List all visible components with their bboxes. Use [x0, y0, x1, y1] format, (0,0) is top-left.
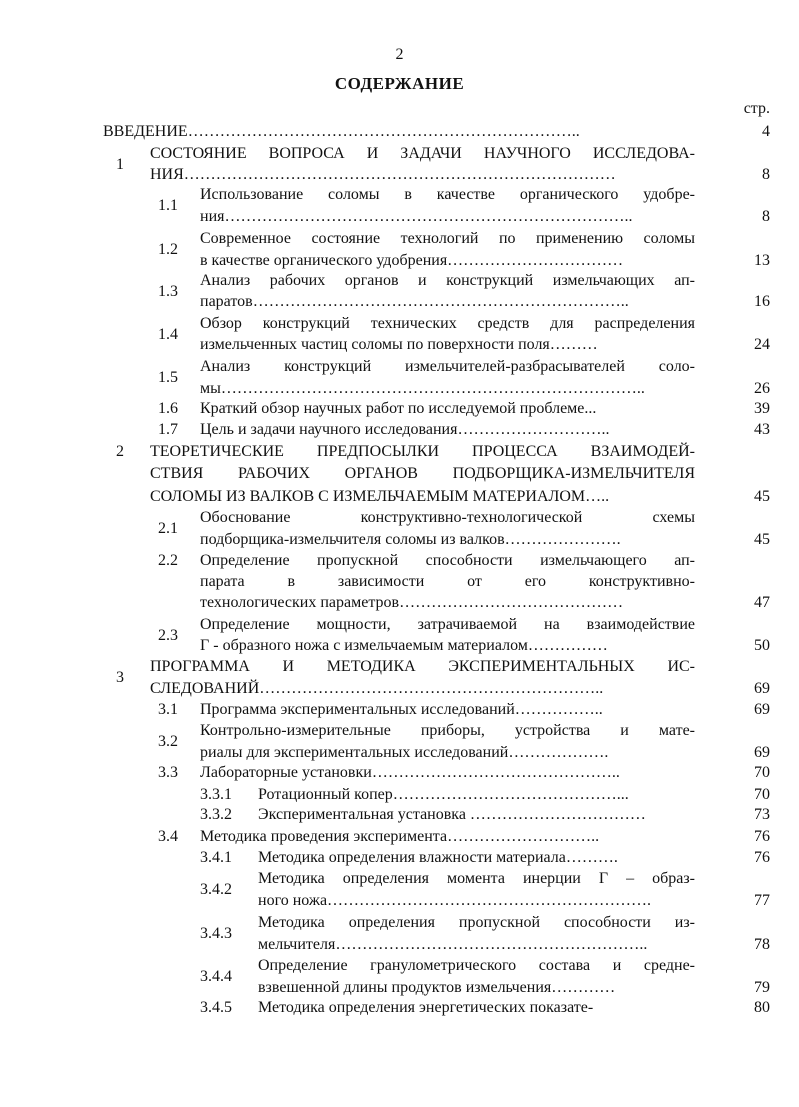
toc-entry-page: 69: [754, 701, 770, 718]
toc-entry-text: Г - образного ножа с измельчаемым материалом……………: [200, 637, 608, 654]
toc-entry-text: парата в зависимости от его конструктивно-: [200, 573, 695, 590]
toc-entry-text: Определение гранулометрического состава и средне-: [258, 957, 695, 974]
page-number: 2: [395, 46, 404, 63]
toc-entry-text: Определение мощности, затрачиваемой на взаимодействие: [200, 616, 695, 633]
toc-entry-page: 69: [754, 680, 770, 697]
toc-entry-page: 8: [762, 166, 770, 183]
toc-entry-text: Методика определения пропускной способности из-: [258, 914, 695, 931]
toc-entry-text: подборщика-измельчителя соломы из валков………………….: [200, 531, 621, 548]
toc-entry-text: Лабораторные установки………………………………………..: [200, 764, 620, 781]
toc-entry-text: Современное состояние технологий по применению соломы: [200, 230, 695, 247]
toc-entry-text: Анализ рабочих органов и конструкций измельчающих ап-: [200, 272, 695, 289]
toc-entry-text: Краткий обзор научных работ по исследуемой проблеме...: [200, 400, 597, 417]
toc-entry-page: 8: [762, 208, 770, 225]
toc-entry-page: 70: [754, 764, 770, 781]
toc-entry-number: 2: [116, 443, 124, 460]
toc-entry-number: 3.4.5: [200, 999, 232, 1016]
toc-entry-text: Использование соломы в качестве органического удобре-: [200, 186, 695, 203]
toc-entry-number: 3.4.2: [200, 881, 232, 898]
toc-entry-text: Программа экспериментальных исследований……………..: [200, 701, 603, 718]
toc-entry-text: Контрольно-измерительные приборы, устройства и мате-: [200, 722, 695, 739]
toc-entry-text: ВВЕДЕНИЕ………………………………………………………………..: [103, 123, 580, 140]
toc-entry-text: СОСТОЯНИЕ ВОПРОСА И ЗАДАЧИ НАУЧНОГО ИССЛЕДОВА-: [150, 145, 695, 162]
toc-entry-page: 47: [754, 594, 770, 611]
toc-entry-text: взвешенной длины продуктов измельчения…………: [258, 979, 616, 996]
toc-entry-text: Методика определения энергетических показате-: [258, 999, 594, 1016]
toc-entry-page: 70: [754, 786, 770, 803]
toc-entry-text: Экспериментальная установка ……………………………: [258, 806, 646, 823]
toc-entry-number: 3.4.3: [200, 925, 232, 942]
toc-entry-page: 43: [754, 421, 770, 438]
toc-entry-page: 78: [754, 936, 770, 953]
toc-entry-text: НИЯ………………………………………………………………………: [150, 166, 616, 183]
toc-entry-number: 2.2: [158, 552, 178, 569]
toc-entry-page: 80: [754, 999, 770, 1016]
toc-entry-page: 45: [754, 488, 770, 505]
toc-entry-text: СЛЕДОВАНИЙ………………………………………………………..: [150, 680, 604, 697]
toc-entry-page: 77: [754, 892, 770, 909]
toc-entry-page: 76: [754, 828, 770, 845]
toc-entry-number: 1.7: [158, 421, 178, 438]
toc-entry-text: ного ножа…………………………………………………….: [258, 892, 652, 909]
toc-entry-number: 1.3: [158, 282, 178, 300]
toc-entry-number: 1.4: [158, 325, 178, 343]
toc-entry-text: Определение пропускной способности измельчающего ап-: [200, 552, 695, 569]
toc-entry-number: 3.2: [158, 733, 178, 750]
toc-entry-number: 2.1: [158, 520, 178, 537]
toc-entry-text: мельчителя…………………………………………………..: [258, 936, 648, 953]
toc-entry-number: 1.2: [158, 241, 178, 258]
toc-entry-text: Обзор конструкций технических средств для распределения: [200, 315, 695, 332]
toc-entry-page: 39: [754, 400, 770, 417]
toc-entry-text: ПРОГРАММА И МЕТОДИКА ЭКСПЕРИМЕНТАЛЬНЫХ ИС-: [150, 658, 695, 675]
toc-entry-page: 26: [754, 380, 770, 397]
toc-entry-text: СТВИЯ РАБОЧИХ ОРГАНОВ ПОДБОРЩИКА-ИЗМЕЛЬЧИТЕЛЯ: [150, 465, 695, 482]
toc-entry-text: Анализ конструкций измельчителей-разбрасывателей соло-: [200, 358, 695, 375]
toc-entry-number: 1.6: [158, 400, 178, 417]
toc-entry-number: 1: [116, 155, 124, 173]
toc-entry-text: Методика определения момента инерции Г – образ-: [258, 870, 695, 887]
toc-entry-number: 1.5: [158, 369, 178, 386]
toc-entry-number: 3.3: [158, 764, 178, 781]
toc-entry-text: технологических параметров……………………………………: [200, 594, 624, 611]
toc-entry-text: ния…………………………………………………………………..: [200, 208, 633, 225]
toc-entry-page: 16: [754, 293, 770, 310]
toc-entry-page: 13: [754, 252, 770, 269]
toc-entry-page: 69: [754, 744, 770, 761]
toc-entry-text: паратов……………………………………………………………..: [200, 293, 629, 310]
toc-entry-text: Ротационный копер……………………………………...: [258, 786, 629, 803]
toc-entry-text: Методика проведения эксперимента………………………..: [200, 828, 600, 845]
toc-entry-text: риалы для экспериментальных исследований……………….: [200, 744, 609, 761]
toc-entry-number: 3.3.2: [200, 806, 232, 823]
page-column-label: стр.: [743, 100, 770, 117]
toc-entry-page: 79: [754, 979, 770, 996]
toc-entry-number: 3.4.4: [200, 968, 232, 985]
toc-entry-text: Цель и задачи научного исследования………………………..: [200, 421, 610, 438]
toc-entry-page: 76: [754, 849, 770, 866]
toc-entry-number: 2.3: [158, 626, 178, 644]
toc-entry-number: 3: [116, 669, 124, 686]
toc-entry-number: 1.1: [158, 197, 178, 214]
toc-entry-number: 3.3.1: [200, 786, 232, 803]
toc-entry-text: в качестве органического удобрения……………………………: [200, 252, 624, 269]
toc-entry-text: Методика определения влажности материала……….: [258, 849, 618, 866]
toc-entry-text: измельченных частиц соломы по поверхности поля………: [200, 336, 598, 353]
toc-entry-page: 73: [754, 806, 770, 823]
toc-entry-page: 50: [754, 637, 770, 654]
toc-entry-number: 3.1: [158, 701, 178, 718]
toc-entry-text: мы……………………………………………………………………..: [200, 380, 645, 397]
toc-entry-page: 24: [754, 336, 770, 353]
toc-entry-number: 3.4.1: [200, 849, 232, 866]
toc-entry-text: Обоснование конструктивно-технологической схемы: [200, 509, 695, 526]
page-title: СОДЕРЖАНИЕ: [334, 74, 465, 93]
toc-entry-text: СОЛОМЫ ИЗ ВАЛКОВ С ИЗМЕЛЬЧАЕМЫМ МАТЕРИАЛОМ…..: [150, 488, 610, 505]
toc-entry-page: 4: [762, 123, 770, 140]
toc-entry-number: 3.4: [158, 828, 178, 845]
toc-entry-page: 45: [754, 531, 770, 548]
toc-entry-text: ТЕОРЕТИЧЕСКИЕ ПРЕДПОСЫЛКИ ПРОЦЕССА ВЗАИМОДЕЙ-: [150, 443, 695, 460]
